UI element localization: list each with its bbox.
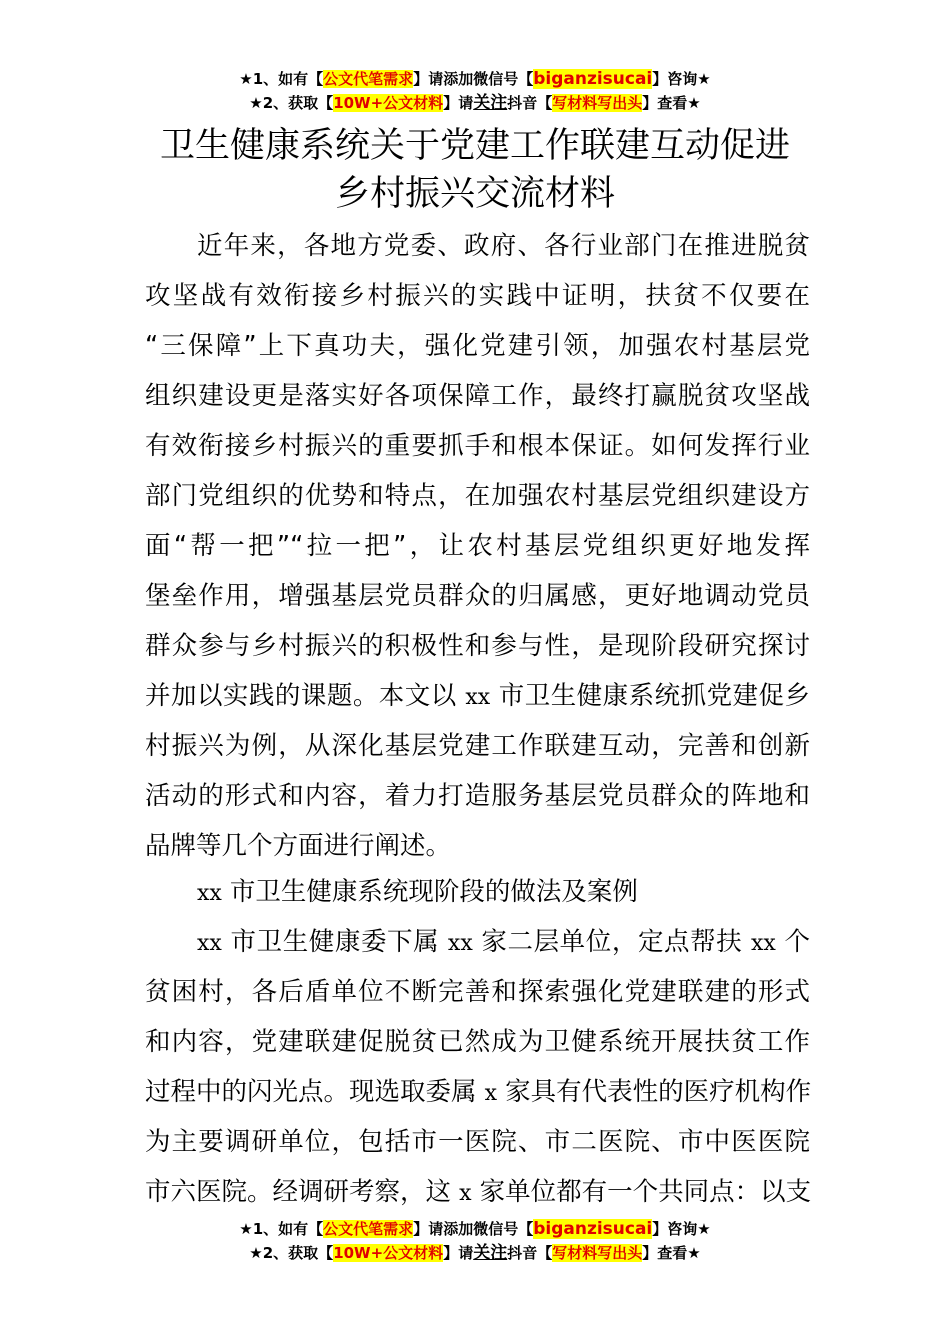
douyin-id-highlight: 写材料写出头 bbox=[552, 94, 643, 112]
text-run: 市六医院。经调研考察，这 bbox=[145, 1177, 460, 1207]
promo-highlight: 10W+公文材料 bbox=[333, 1244, 444, 1262]
text-line: 贫困村，各后盾单位不断完善和探索强化党建联建的形式 bbox=[145, 977, 810, 1007]
text-line: 为主要调研单位，包括市一医院、市二医院、市中医医院 bbox=[145, 1127, 810, 1157]
promo-text: ★1、如有【 bbox=[239, 70, 324, 88]
promo-text: 】请添加微信号【 bbox=[413, 1220, 534, 1238]
promo-line-2 bbox=[0, 92, 950, 114]
promo-highlight: 公文代笔需求 bbox=[323, 1220, 414, 1238]
promo-highlight: 10W+公文材料 bbox=[333, 94, 444, 112]
promo-highlight: 公文代笔需求 bbox=[323, 70, 414, 88]
text-line: 品牌等几个方面进行阐述。 bbox=[145, 831, 452, 861]
heading-text: 市卫生健康系统现阶段的做法及案例 bbox=[221, 877, 638, 907]
text-line: 面“帮一把”“拉一把”，让农村基层党组织更好地发挥 bbox=[145, 531, 810, 561]
placeholder-text: xx bbox=[197, 881, 222, 906]
promo-line-2 bbox=[0, 1242, 950, 1264]
text-line: 堡垒作用，增强基层党员群众的归属感，更好地调动党员 bbox=[145, 581, 810, 611]
placeholder-text: x bbox=[459, 1181, 472, 1206]
text-run: 个 bbox=[775, 927, 811, 957]
text-line: 组织建设更是落实好各项保障工作，最终打赢脱贫攻坚战 bbox=[145, 381, 810, 411]
promo-text: 】请添加微信号【 bbox=[413, 70, 534, 88]
promo-text: 抖音【 bbox=[507, 94, 553, 112]
promo-text: 】咨询★ bbox=[652, 1220, 711, 1238]
promo-text: 】查看★ bbox=[642, 94, 701, 112]
text-run: 家具有代表性的医疗机构作 bbox=[497, 1077, 812, 1107]
text-line: 有效衔接乡村振兴的重要抓手和根本保证。如何发挥行业 bbox=[145, 431, 810, 461]
page-title-line-1: 卫生健康系统关于党建工作联建互动促进 bbox=[159, 126, 790, 166]
intro-paragraph bbox=[145, 221, 810, 871]
promo-text: 】请 bbox=[443, 1244, 474, 1262]
promo-text: 抖音【 bbox=[507, 1244, 553, 1262]
placeholder-text: xx bbox=[465, 685, 491, 710]
placeholder-text: xx bbox=[197, 931, 222, 956]
promo-text: 】查看★ bbox=[642, 1244, 701, 1262]
text-line: 近年来，各地方党委、政府、各行业部门在推进脱贫 bbox=[197, 231, 810, 261]
text-line: “三保障”上下真功夫，强化党建引领，加强农村基层党 bbox=[145, 331, 810, 361]
text-line bbox=[145, 1067, 810, 1117]
placeholder-text: xx bbox=[750, 931, 776, 956]
text-line bbox=[145, 917, 810, 967]
page-title-line-2: 乡村振兴交流材料 bbox=[334, 174, 615, 214]
text-run: 市卫生健康委下属 bbox=[221, 927, 448, 957]
text-line: 攻坚战有效衔接乡村振兴的实践中证明，扶贫不仅要在 bbox=[145, 281, 810, 311]
text-run: 市卫生健康系统抓党建促乡 bbox=[490, 681, 811, 711]
text-line: 群众参与乡村振兴的积极性和参与性，是现阶段研究探讨 bbox=[145, 631, 810, 661]
section-heading bbox=[145, 867, 810, 917]
text-run: 家单位都有一个共同点：以支 bbox=[471, 1177, 812, 1207]
promo-text: ★1、如有【 bbox=[239, 1220, 324, 1238]
promo-line-1 bbox=[0, 1218, 950, 1240]
text-line bbox=[145, 671, 810, 721]
text-line bbox=[145, 1167, 810, 1217]
promo-line-1 bbox=[0, 68, 950, 90]
promo-text: 】咨询★ bbox=[652, 70, 711, 88]
promo-text: ★2、获取【 bbox=[249, 94, 334, 112]
douyin-id-highlight: 写材料写出头 bbox=[552, 1244, 643, 1262]
text-line: 和内容，党建联建促脱贫已然成为卫健系统开展扶贫工作 bbox=[145, 1027, 810, 1057]
wechat-id-highlight: biganzisucai bbox=[533, 69, 653, 89]
promo-text: 】请 bbox=[443, 94, 474, 112]
wechat-id-highlight: biganzisucai bbox=[533, 1219, 653, 1239]
text-line bbox=[145, 867, 810, 917]
placeholder-text: xx bbox=[447, 931, 473, 956]
promo-text: 关注 bbox=[473, 93, 508, 113]
text-run: 过程中的闪光点。现选取委属 bbox=[145, 1077, 485, 1107]
placeholder-text: x bbox=[484, 1081, 498, 1106]
text-line: 村振兴为例，从深化基层党建工作联建互动，完善和创新 bbox=[145, 731, 810, 761]
text-line: 活动的形式和内容，着力打造服务基层党员群众的阵地和 bbox=[145, 781, 810, 811]
text-run: 家二层单位，定点帮扶 bbox=[472, 927, 751, 957]
promo-text: 关注 bbox=[473, 1243, 508, 1263]
text-run: 并加以实践的课题。本文以 bbox=[145, 681, 466, 711]
promo-text: ★2、获取【 bbox=[249, 1244, 334, 1262]
text-line: 部门党组织的优势和特点，在加强农村基层党组织建设方 bbox=[145, 481, 810, 511]
body-paragraph bbox=[145, 917, 810, 1217]
